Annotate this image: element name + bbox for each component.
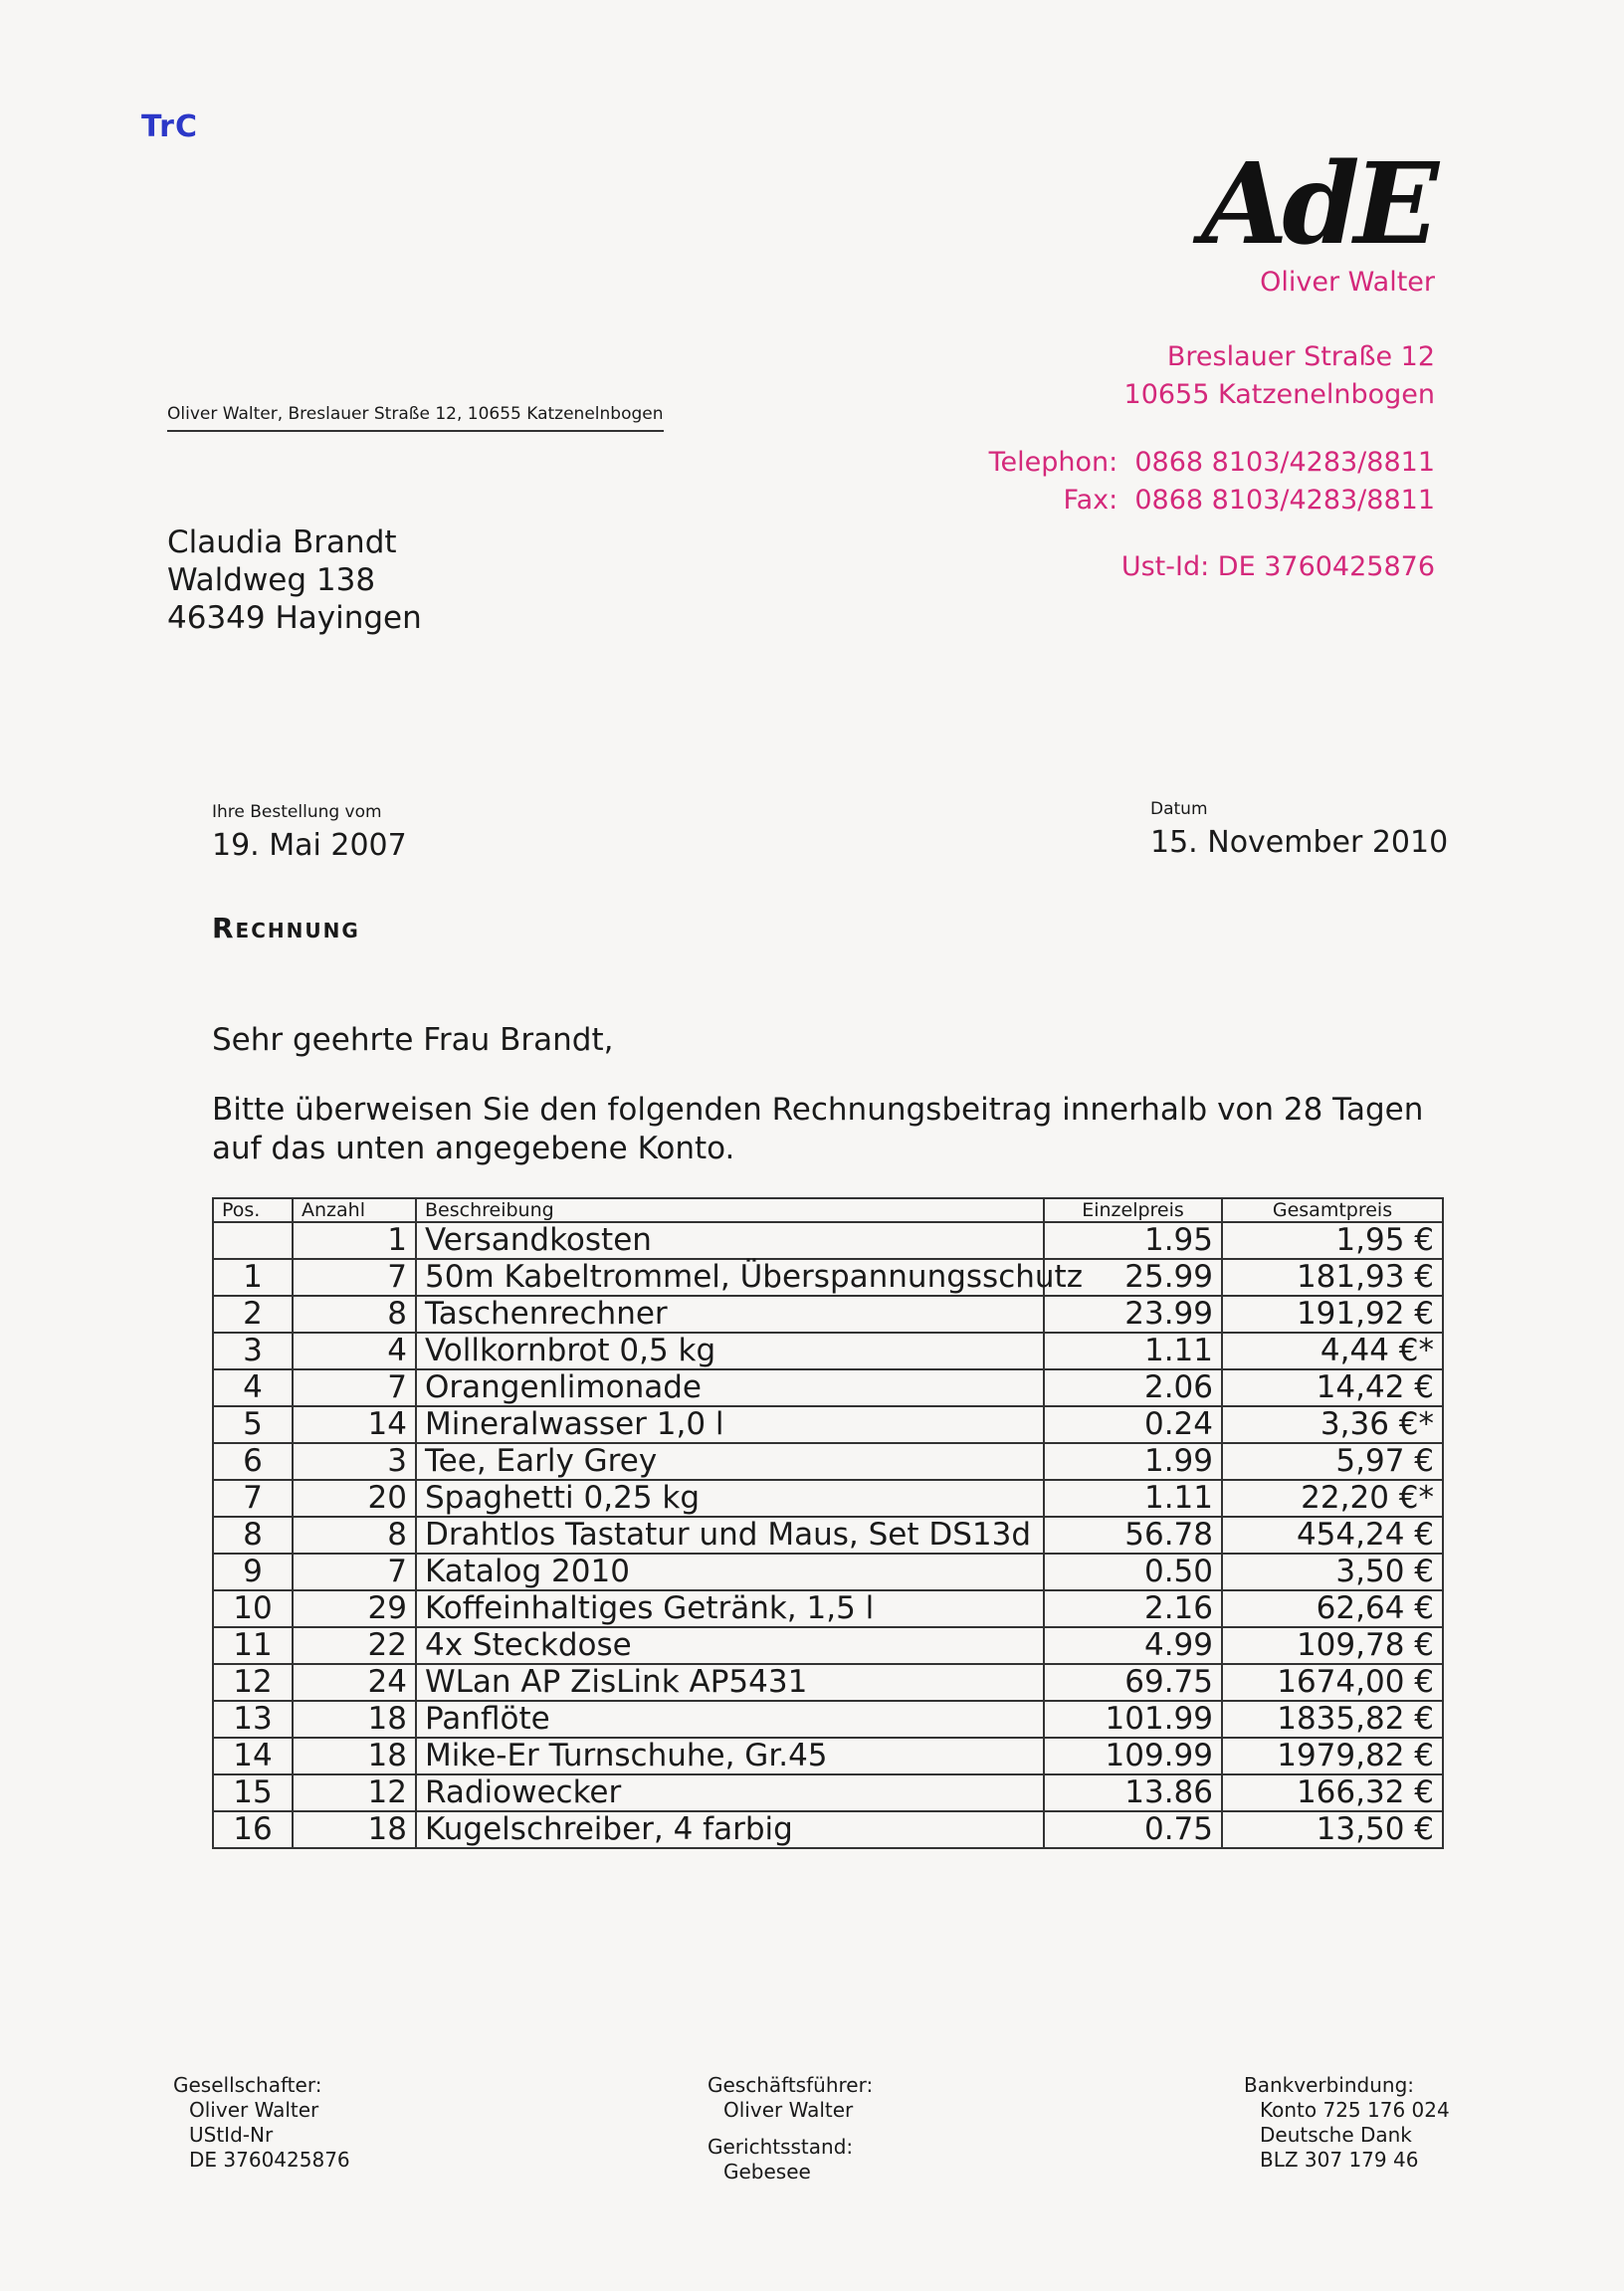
row-unit-price: 2.06 [1044,1369,1222,1406]
footer-bank-name: Deutsche Dank [1260,2123,1412,2147]
row-pos: 15 [213,1774,293,1811]
document-title: Rechnung [212,912,360,944]
row-unit-price: 1.95 [1044,1222,1222,1259]
row-total-price: 14,42 € [1222,1369,1443,1406]
row-unit-price: 56.78 [1044,1517,1222,1554]
order-date: 19. Mai 2007 [212,828,407,863]
row-total-price: 22,20 €* [1222,1480,1443,1517]
row-qty: 18 [293,1738,416,1774]
table-row [213,1738,1443,1774]
row-total-price: 1,95 € [1222,1222,1443,1259]
footer-gesellschafter [173,2073,350,2173]
table-row [213,1554,1443,1590]
row-total-price: 13,50 € [1222,1811,1443,1848]
company-fax: Fax: 0868 8103/4283/8811 [1063,485,1435,516]
row-description: Mike-Er Turnschuhe, Gr.45 [416,1738,1044,1774]
footer-geschaeftsfuehrer [708,2073,873,2185]
row-qty: 3 [293,1443,416,1480]
table-header-row [213,1198,1443,1222]
row-description: 50m Kabeltrommel, Überspannungsschutz [416,1259,1044,1296]
row-description: Panflöte [416,1701,1044,1738]
sender-return-line: Oliver Walter, Breslauer Straße 12, 10655 Katzenelnbogen [167,404,664,432]
row-qty: 29 [293,1590,416,1627]
row-description: Vollkornbrot 0,5 kg [416,1333,1044,1369]
row-description: 4x Steckdose [416,1627,1044,1664]
invoice-date-label: Datum [1150,799,1208,819]
row-unit-price: 0.75 [1044,1811,1222,1848]
row-qty: 8 [293,1517,416,1554]
row-unit-price: 0.50 [1044,1554,1222,1590]
header-desc: Beschreibung [416,1198,1044,1222]
row-qty: 18 [293,1701,416,1738]
company-city: 10655 Katzenelnbogen [1123,379,1435,410]
row-total-price: 109,78 € [1222,1627,1443,1664]
row-pos: 9 [213,1554,293,1590]
row-description: WLan AP ZisLink AP5431 [416,1664,1044,1701]
row-total-price: 181,93 € [1222,1259,1443,1296]
recipient-address [167,523,422,637]
company-telephone: Telephon: 0868 8103/4283/8811 [988,447,1435,478]
header-total-price: Gesamtpreis [1222,1198,1443,1222]
row-qty: 7 [293,1369,416,1406]
row-total-price: 4,44 €* [1222,1333,1443,1369]
header-qty: Anzahl [293,1198,416,1222]
row-qty: 7 [293,1554,416,1590]
row-unit-price: 109.99 [1044,1738,1222,1774]
row-total-price: 166,32 € [1222,1774,1443,1811]
row-unit-price: 4.99 [1044,1627,1222,1664]
row-unit-price: 1.11 [1044,1333,1222,1369]
footer-ustid: DE 3760425876 [189,2148,350,2172]
company-contact [989,444,1435,520]
table-row [213,1443,1443,1480]
row-qty: 24 [293,1664,416,1701]
table-row [213,1774,1443,1811]
row-unit-price: 13.86 [1044,1774,1222,1811]
footer-bank [1244,2073,1450,2173]
row-unit-price: 23.99 [1044,1296,1222,1333]
table-row [213,1259,1443,1296]
footer-gesellschafter-label: Gesellschafter: [173,2073,322,2097]
row-unit-price: 101.99 [1044,1701,1222,1738]
header-unit-price: Einzelpreis [1044,1198,1222,1222]
row-qty: 12 [293,1774,416,1811]
company-street: Breslauer Straße 12 [1166,341,1435,372]
row-unit-price: 25.99 [1044,1259,1222,1296]
row-qty: 7 [293,1259,416,1296]
footer-gericht-label: Gerichtsstand: [708,2135,854,2159]
row-pos: 4 [213,1369,293,1406]
recipient-name: Claudia Brandt [167,524,397,560]
row-qty: 14 [293,1406,416,1443]
row-unit-price: 69.75 [1044,1664,1222,1701]
row-total-price: 1979,82 € [1222,1738,1443,1774]
row-description: Taschenrechner [416,1296,1044,1333]
row-total-price: 191,92 € [1222,1296,1443,1333]
row-pos: 13 [213,1701,293,1738]
salutation: Sehr geehrte Frau Brandt, [212,1022,614,1058]
table-row [213,1811,1443,1848]
company-address [1124,338,1435,414]
table-row [213,1664,1443,1701]
company-logo: AdE [1201,139,1433,270]
row-total-price: 3,36 €* [1222,1406,1443,1443]
row-pos: 8 [213,1517,293,1554]
footer-bank-label: Bankverbindung: [1244,2073,1415,2097]
table-row [213,1406,1443,1443]
row-qty: 18 [293,1811,416,1848]
table-row [213,1627,1443,1664]
row-unit-price: 1.11 [1044,1480,1222,1517]
row-pos: 10 [213,1590,293,1627]
table-row [213,1517,1443,1554]
row-description: Radiowecker [416,1774,1044,1811]
footer-geschaeftsfuehrer-label: Geschäftsführer: [708,2073,874,2097]
row-unit-price: 2.16 [1044,1590,1222,1627]
row-total-price: 1674,00 € [1222,1664,1443,1701]
table-row [213,1333,1443,1369]
table-row [213,1701,1443,1738]
row-pos: 12 [213,1664,293,1701]
footer-geschaeftsfuehrer-name: Oliver Walter [723,2098,854,2122]
row-total-price: 1835,82 € [1222,1701,1443,1738]
row-pos: 16 [213,1811,293,1848]
row-pos: 5 [213,1406,293,1443]
table-row [213,1590,1443,1627]
row-unit-price: 0.24 [1044,1406,1222,1443]
row-description: Spaghetti 0,25 kg [416,1480,1044,1517]
row-pos: 6 [213,1443,293,1480]
row-pos: 1 [213,1259,293,1296]
footer-ustid-label: UStId-Nr [189,2123,274,2147]
recipient-city: 46349 Hayingen [167,600,422,636]
body-text: Bitte überweisen Sie den folgenden Rechnungsbeitrag innerhalb von 28 Tagen auf das unten angegebene Konto. [212,1092,1424,1166]
table-row [213,1296,1443,1333]
row-total-price: 454,24 € [1222,1517,1443,1554]
table-row [213,1222,1443,1259]
company-name: Oliver Walter [1260,267,1435,298]
row-qty: 20 [293,1480,416,1517]
invoice-table [212,1197,1444,1849]
row-qty: 1 [293,1222,416,1259]
row-total-price: 5,97 € [1222,1443,1443,1480]
footer-bank-blz: BLZ 307 179 46 [1260,2148,1419,2172]
row-description: Kugelschreiber, 4 farbig [416,1811,1044,1848]
stamp-mark: TrC [141,109,198,144]
row-pos: 2 [213,1296,293,1333]
row-pos [213,1222,293,1259]
header-pos: Pos. [213,1198,293,1222]
table-row [213,1480,1443,1517]
row-unit-price: 1.99 [1044,1443,1222,1480]
row-description: Tee, Early Grey [416,1443,1044,1480]
footer-gesellschafter-name: Oliver Walter [189,2098,319,2122]
row-pos: 3 [213,1333,293,1369]
row-description: Koffeinhaltiges Getränk, 1,5 l [416,1590,1044,1627]
order-date-label: Ihre Bestellung vom [212,802,382,822]
row-description: Drahtlos Tastatur und Maus, Set DS13d [416,1517,1044,1554]
row-description: Versandkosten [416,1222,1044,1259]
table-row [213,1369,1443,1406]
row-qty: 8 [293,1296,416,1333]
row-pos: 7 [213,1480,293,1517]
row-description: Mineralwasser 1,0 l [416,1406,1044,1443]
row-description: Orangenlimonade [416,1369,1044,1406]
row-pos: 11 [213,1627,293,1664]
invoice-date: 15. November 2010 [1150,825,1449,860]
row-qty: 4 [293,1333,416,1369]
row-pos: 14 [213,1738,293,1774]
row-total-price: 62,64 € [1222,1590,1443,1627]
row-description: Katalog 2010 [416,1554,1044,1590]
company-ustid: Ust-Id: DE 3760425876 [1120,551,1435,582]
footer-bank-konto: Konto 725 176 024 [1260,2098,1450,2122]
recipient-street: Waldweg 138 [167,562,376,598]
footer-gericht: Gebesee [723,2160,811,2184]
row-total-price: 3,50 € [1222,1554,1443,1590]
row-qty: 22 [293,1627,416,1664]
